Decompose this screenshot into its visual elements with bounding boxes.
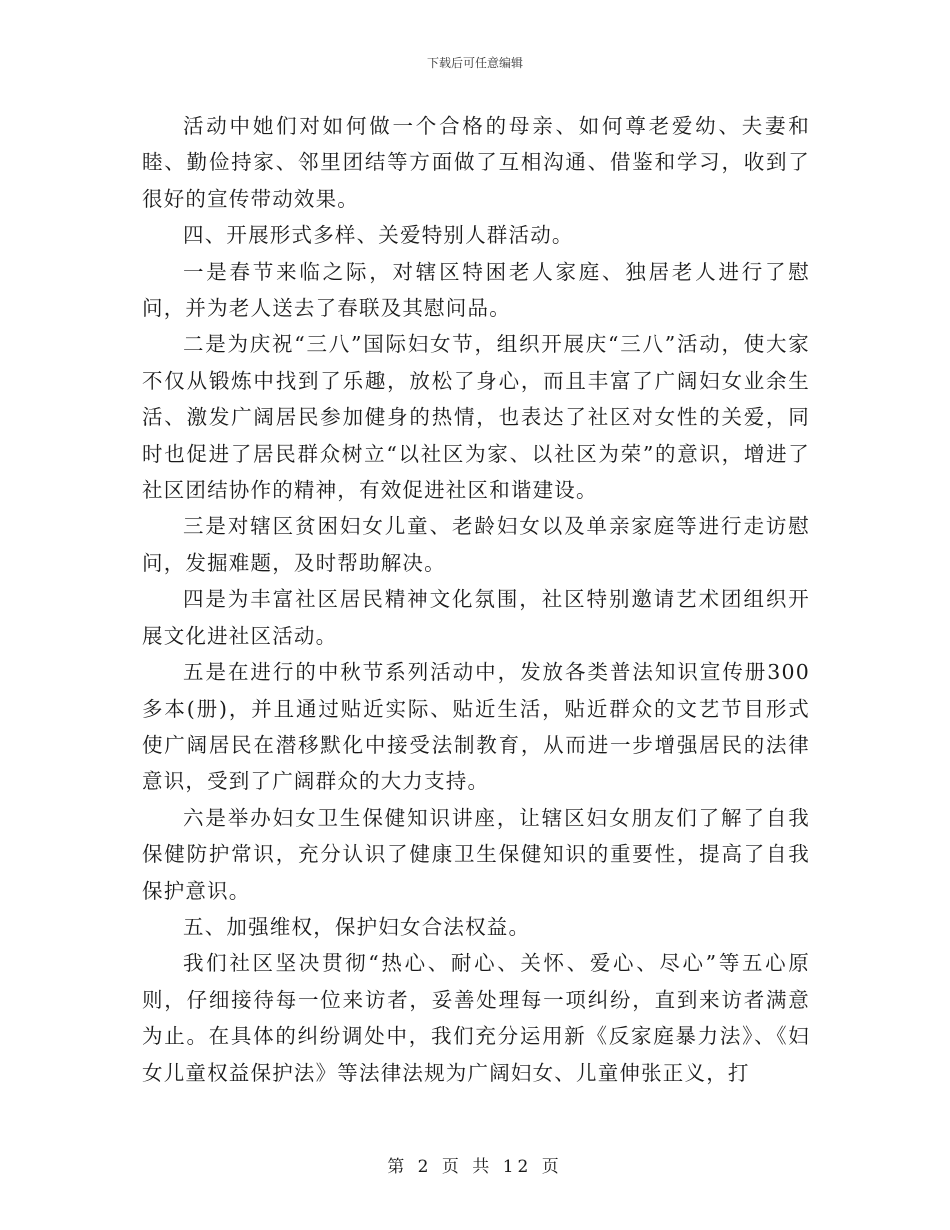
document-body: [142, 108, 810, 1091]
paragraph-8: 六是举办妇女卫生保健知识讲座，让辖区妇女朋友们了解了自我保健防护常识，充分认识了健康卫生保健知识的重要性，提高了自我保护意识。: [142, 805, 810, 903]
paragraph-9: 五、加强维权，保护妇女合法权益。: [183, 914, 531, 939]
paragraph-7: 五是在进行的中秋节系列活动中，发放各类普法知识宣传册300多本(册)，并且通过贴近实际、贴近生活，贴近群众的文艺节目形式使广阔居民在潜移默化中接受法制教育，从而进一步增强居民的法律意识，受到了广阔群众的大力支持。: [142, 660, 810, 794]
paragraph-6: 四是为丰富社区居民精神文化氛围，社区特别邀请艺术团组织开展文化进社区活动。: [142, 587, 810, 648]
paragraph-1: 活动中她们对如何做一个合格的母亲、如何尊老爱幼、夫妻和睦、勤俭持家、邻里团结等方面做了互相沟通、借鉴和学习，收到了很好的宣传带动效果。: [142, 114, 810, 211]
page-number: 第 2 页 共 12 页: [387, 1157, 563, 1177]
paragraph-3: 一是春节来临之际，对辖区特困老人家庭、独居老人进行了慰问，并为老人送去了春联及其慰问品。: [142, 259, 810, 321]
page-header-note: 下载后可任意编辑: [426, 56, 523, 70]
paragraph-5: 三是对辖区贫困妇女儿童、老龄妇女以及单亲家庭等进行走访慰问，发掘难题，及时帮助解决。: [142, 514, 810, 575]
paragraph-10: 我们社区坚决贯彻“热心、耐心、关怀、爱心、尽心”等五心原则，仔细接待每一位来访者，妥善处理每一项纠纷，直到来访者满意为止。在具体的纠纷调处中，我们充分运用新《反家庭暴力法》、《妇女儿童权益保护法》等法律法规为广阔妇女、儿童伸张正义，打: [142, 951, 810, 1085]
paragraph-2: 四、开展形式多样、关爱特别人群活动。: [183, 223, 574, 248]
paragraph-4: 二是为庆祝“三八”国际妇女节，组织开展庆“三八”活动，使大家不仅从锻炼中找到了乐趣，放松了身心，而且丰富了广阔妇女业余生活、激发广阔居民参加健身的热情，也表达了社区对女性的关爱，同时也促进了居民群众树立“以社区为家、以社区为荣”的意识，增进了社区团结协作的精神，有效促进社区和谐建设。: [142, 332, 810, 503]
